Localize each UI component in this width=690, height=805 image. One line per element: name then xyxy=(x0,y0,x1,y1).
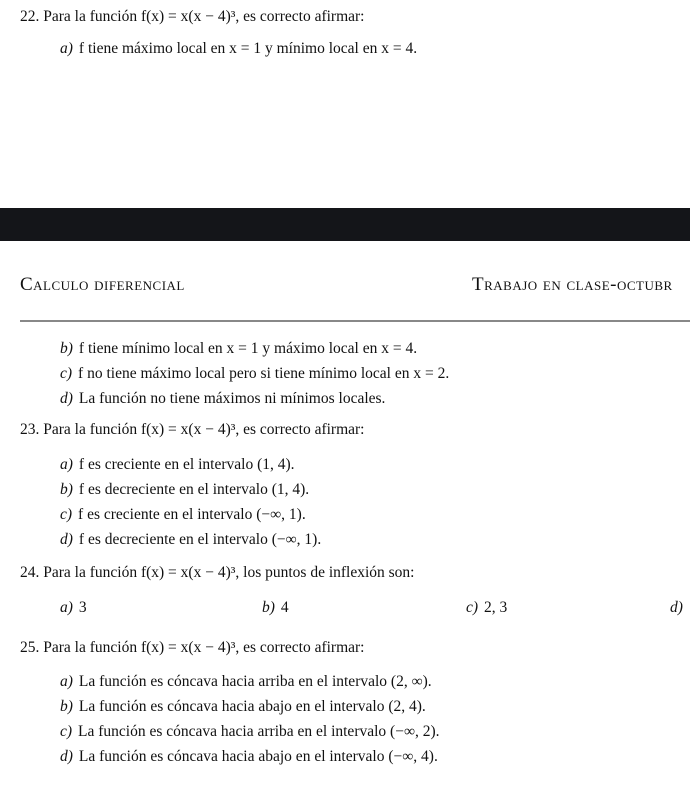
option-text: f no tiene máximo local pero si tiene mínimo local en x = 2. xyxy=(78,365,450,382)
option-text: f tiene máximo local en x = 1 y mínimo local en x = 4. xyxy=(78,40,418,57)
option-24d xyxy=(670,599,689,617)
question-23 xyxy=(20,421,364,439)
option-23d xyxy=(60,531,321,549)
question-text: Para la función f(x) = x(x − 4)³, es correcto afirmar: xyxy=(43,8,365,25)
question-text: Para la función f(x) = x(x − 4)³, los puntos de inflexión son: xyxy=(43,564,415,581)
option-23b xyxy=(60,481,309,499)
option-label: d) xyxy=(60,390,73,407)
option-24c xyxy=(466,599,507,617)
question-number: 24. xyxy=(20,564,40,581)
option-text: f es decreciente en el intervalo (1, 4). xyxy=(78,481,310,498)
question-number: 23. xyxy=(20,421,40,438)
option-label: c) xyxy=(466,599,479,616)
option-text: La función es cóncava hacia abajo en el intervalo (−∞, 4). xyxy=(78,748,438,765)
option-text: La función es cóncava hacia abajo en el intervalo (2, 4). xyxy=(78,698,426,715)
question-text: Para la función f(x) = x(x − 4)³, es correcto afirmar: xyxy=(43,421,365,438)
option-22a xyxy=(60,40,417,58)
option-text: 3 xyxy=(78,599,87,616)
option-text: 4 xyxy=(280,599,289,616)
question-number: 22. xyxy=(20,8,40,25)
option-label: a) xyxy=(60,673,73,690)
option-24b xyxy=(262,599,289,617)
question-text: Para la función f(x) = x(x − 4)³, es correcto afirmar: xyxy=(43,639,365,656)
option-label: b) xyxy=(60,698,73,715)
option-text: f es creciente en el intervalo (−∞, 1). xyxy=(78,506,306,523)
header-rule xyxy=(20,320,690,322)
header-left: Calculo diferencial xyxy=(20,274,185,295)
option-25d xyxy=(60,748,438,766)
option-23c xyxy=(60,506,306,524)
question-number: 25. xyxy=(20,639,40,656)
question-24 xyxy=(20,564,415,582)
option-label: b) xyxy=(60,481,73,498)
option-22b xyxy=(60,340,417,358)
option-text: f tiene mínimo local en x = 1 y máximo local en x = 4. xyxy=(78,340,418,357)
question-25 xyxy=(20,639,364,657)
option-25a xyxy=(60,673,432,691)
option-label: c) xyxy=(60,506,73,523)
option-25c xyxy=(60,723,440,741)
question-22 xyxy=(20,8,364,26)
option-label: a) xyxy=(60,40,73,57)
option-22c xyxy=(60,365,449,383)
header-right: Trabajo en clase-octubr xyxy=(472,274,673,295)
option-text: La función no tiene máximos ni mínimos locales. xyxy=(78,390,386,407)
option-label: c) xyxy=(60,365,73,382)
option-label: d) xyxy=(60,748,73,765)
option-label: d) xyxy=(60,531,73,548)
option-text: f es creciente en el intervalo (1, 4). xyxy=(78,456,295,473)
option-25b xyxy=(60,698,426,716)
option-text: 2, 3 xyxy=(484,599,508,616)
option-text: La función es cóncava hacia arriba en el intervalo (2, ∞). xyxy=(78,673,432,690)
option-label: a) xyxy=(60,456,73,473)
option-22d xyxy=(60,390,385,408)
black-bar xyxy=(0,208,690,241)
option-23a xyxy=(60,456,295,474)
option-label: b) xyxy=(262,599,275,616)
option-label: b) xyxy=(60,340,73,357)
option-label: d) xyxy=(670,599,683,616)
option-24a xyxy=(60,599,87,617)
option-label: c) xyxy=(60,723,73,740)
option-label: a) xyxy=(60,599,73,616)
option-text: f es decreciente en el intervalo (−∞, 1). xyxy=(78,531,322,548)
option-text: La función es cóncava hacia arriba en el intervalo (−∞, 2). xyxy=(78,723,440,740)
